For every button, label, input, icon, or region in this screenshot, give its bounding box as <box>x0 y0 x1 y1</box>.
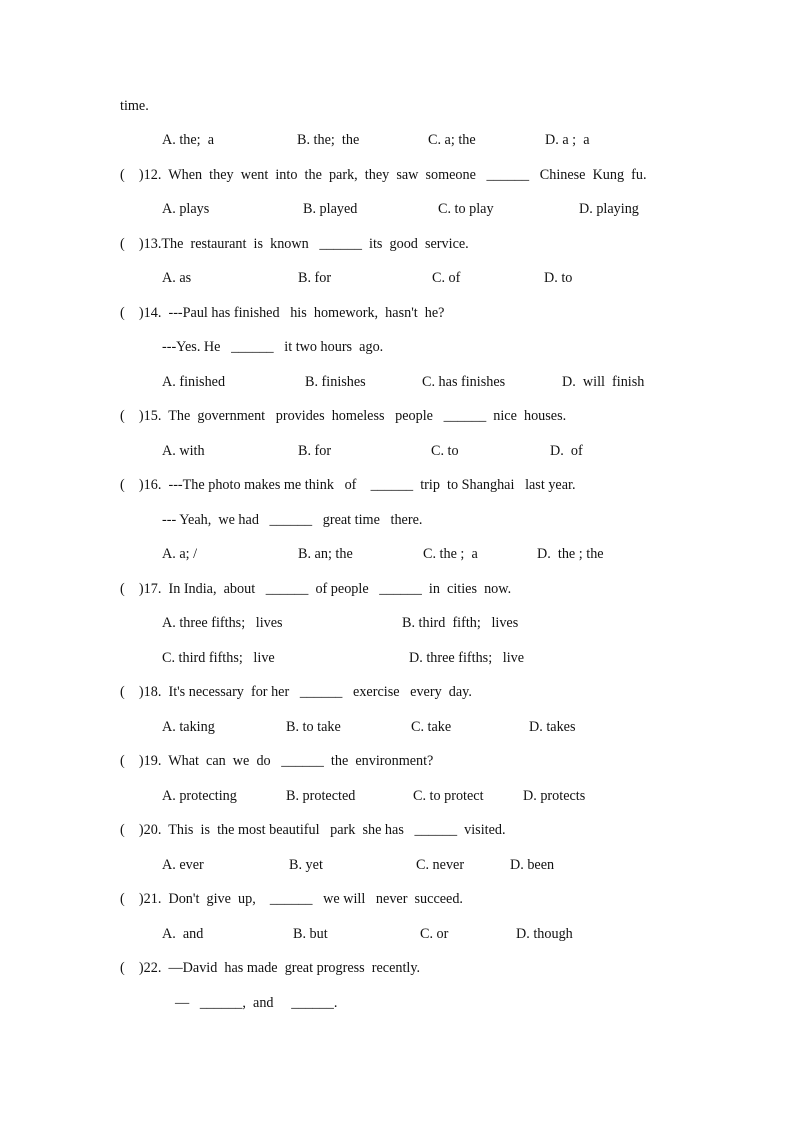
option-a: A. with <box>162 443 205 459</box>
option-a: A. a; / <box>162 546 198 562</box>
option-d: D. the ; the <box>537 546 604 562</box>
option-b: B. for <box>298 270 332 286</box>
option-d: D. to <box>544 270 573 286</box>
question-21-stem: ( )21. Don't give up, ______ we will never succeed. <box>120 891 463 907</box>
option-a: A. plays <box>162 201 210 217</box>
option-a: A. the; a <box>162 132 215 148</box>
q20-options <box>0 856 794 874</box>
option-b: B. to take <box>286 719 341 735</box>
question-17-stem: ( )17. In India, about ______ of people ______ in cities now. <box>120 581 512 597</box>
option-b: B. yet <box>289 857 323 873</box>
option-d: D. of <box>550 443 583 459</box>
continuation-text: time. <box>120 98 149 114</box>
option-d: D. will finish <box>562 374 645 390</box>
q13-options <box>0 269 794 287</box>
option-d: D. protects <box>523 788 586 804</box>
option-c: C. of <box>432 270 461 286</box>
option-a: A. ever <box>162 857 204 873</box>
q18-options <box>0 718 794 736</box>
q12-options <box>0 200 794 218</box>
q14-options <box>0 373 794 391</box>
option-b: B. for <box>298 443 332 459</box>
option-a: A. finished <box>162 374 226 390</box>
option-c: C. has finishes <box>422 374 506 390</box>
question-15-stem: ( )15. The government provides homeless people ______ nice houses. <box>120 408 567 424</box>
option-d: D. takes <box>529 719 576 735</box>
q16-options <box>0 545 794 563</box>
question-12-stem: ( )12. When they went into the park, they saw someone ______ Chinese Kung fu. <box>120 167 647 183</box>
option-a: A. protecting <box>162 788 237 804</box>
option-b: B. the; the <box>297 132 360 148</box>
option-b: B. an; the <box>298 546 353 562</box>
option-c: C. third fifths; live <box>162 650 275 666</box>
q11-options <box>0 131 794 149</box>
q19-options <box>0 787 794 805</box>
option-c: C. to <box>431 443 459 459</box>
question-16-response: --- Yeah, we had ______ great time there. <box>162 512 423 528</box>
option-b: B. third fifth; lives <box>402 615 519 631</box>
option-b: B. but <box>293 926 328 942</box>
option-d: D. though <box>516 926 573 942</box>
option-a: A. as <box>162 270 192 286</box>
option-d: D. been <box>510 857 555 873</box>
option-c: C. to play <box>438 201 494 217</box>
question-14-response: ---Yes. He ______ it two hours ago. <box>162 339 384 355</box>
q17-options-row-2 <box>0 649 794 667</box>
option-c: C. the ; a <box>423 546 478 562</box>
q15-options <box>0 442 794 460</box>
question-19-stem: ( )19. What can we do ______ the environment? <box>120 753 434 769</box>
question-14-stem: ( )14. ---Paul has finished his homework, hasn't he? <box>120 305 445 321</box>
question-18-stem: ( )18. It's necessary for her ______ exercise every day. <box>120 684 472 700</box>
question-22-stem: ( )22. —David has made great progress recently. <box>120 960 421 976</box>
option-c: C. to protect <box>413 788 484 804</box>
option-b: B. played <box>303 201 358 217</box>
q21-options <box>0 925 794 943</box>
option-c: C. or <box>420 926 449 942</box>
option-c: C. take <box>411 719 452 735</box>
option-a: A. three fifths; lives <box>162 615 283 631</box>
question-16-stem: ( )16. ---The photo makes me think of ______ trip to Shanghai last year. <box>120 477 576 493</box>
option-d: D. a ; a <box>545 132 590 148</box>
option-a: A. and <box>162 926 204 942</box>
option-d: D. playing <box>579 201 639 217</box>
question-22-response: — ______, and ______. <box>175 995 338 1011</box>
option-c: C. a; the <box>428 132 476 148</box>
question-20-stem: ( )20. This is the most beautiful park she has ______ visited. <box>120 822 506 838</box>
option-d: D. three fifths; live <box>409 650 525 666</box>
question-13-stem: ( )13.The restaurant is known ______ its good service. <box>120 236 469 252</box>
option-b: B. protected <box>286 788 356 804</box>
option-a: A. taking <box>162 719 215 735</box>
option-c: C. never <box>416 857 465 873</box>
q17-options-row-1 <box>0 614 794 632</box>
option-b: B. finishes <box>305 374 366 390</box>
